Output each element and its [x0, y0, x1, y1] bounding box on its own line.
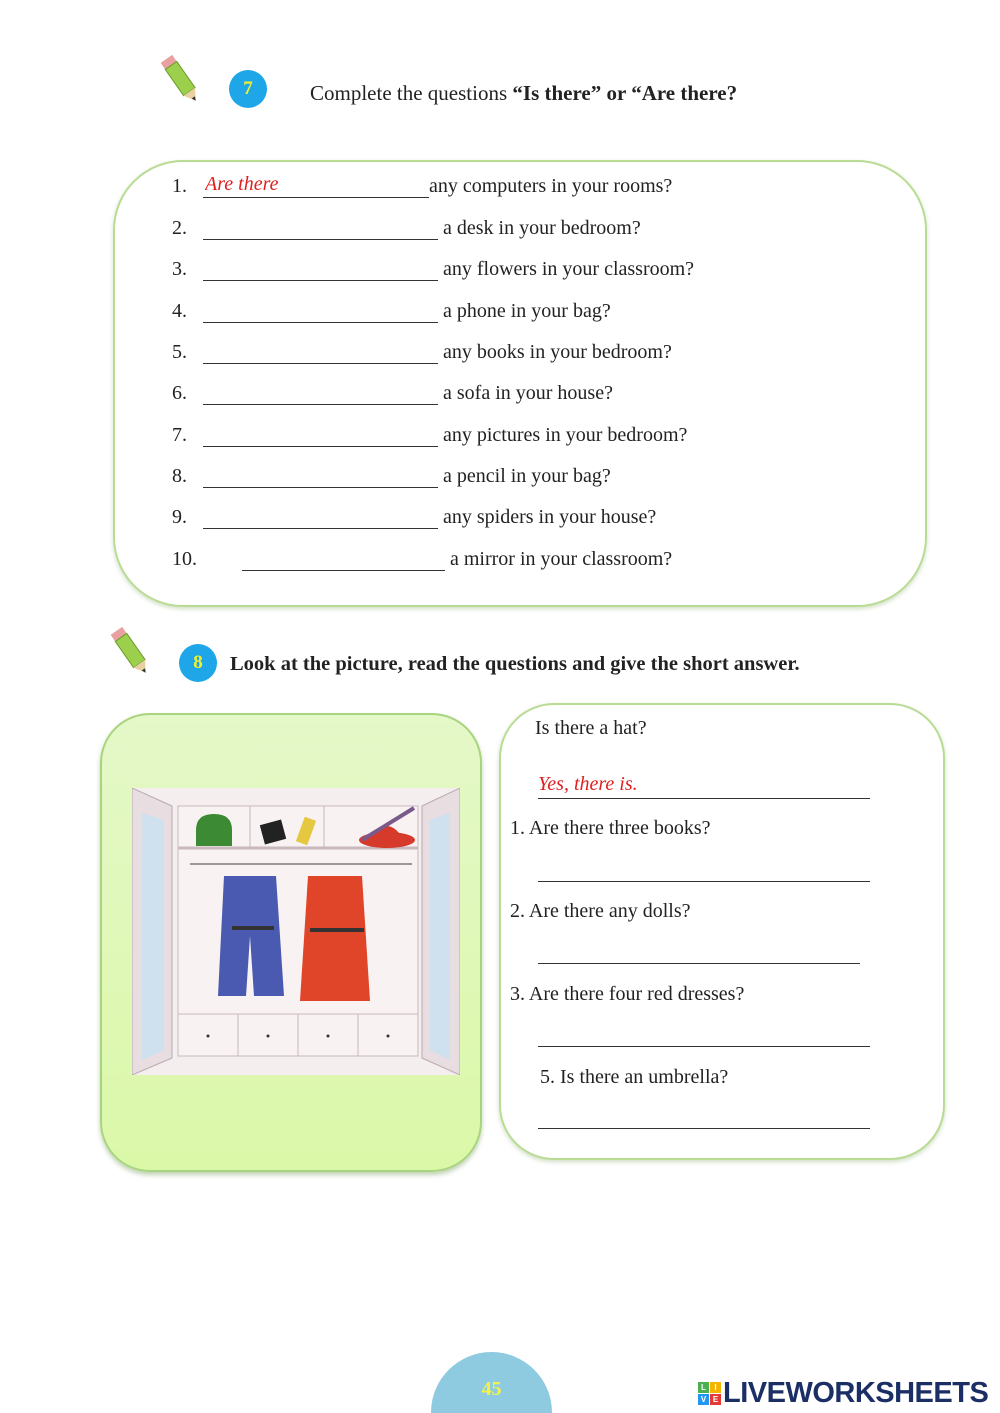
answer-input[interactable] [203, 213, 438, 240]
question-row [172, 541, 672, 571]
question-number: 4. [172, 300, 187, 322]
question-text: a phone in your bag? [443, 300, 611, 322]
question-row [172, 334, 672, 364]
exercise-7-badge: 7 [229, 70, 267, 108]
exercise-7-title [310, 81, 737, 106]
question-number: 5. [172, 341, 187, 363]
question-text: any computers in your rooms? [429, 175, 673, 197]
question-number: 7. [172, 424, 187, 446]
question-text: a mirror in your classroom? [450, 548, 673, 570]
question-number: 2. [172, 217, 187, 239]
exercise-8-badge: 8 [179, 644, 217, 682]
question-number: 10. [172, 548, 197, 570]
answer-input-1[interactable] [538, 853, 870, 882]
question-text: a sofa in your house? [443, 382, 613, 404]
question-row [172, 168, 672, 198]
question-text: any spiders in your house? [443, 506, 657, 528]
logo-letter: V [698, 1394, 709, 1405]
question-row [172, 458, 611, 488]
question-text: any flowers in your classroom? [443, 258, 695, 280]
logo-letter: L [698, 1382, 709, 1393]
answer-input[interactable] [203, 254, 438, 281]
answer-input[interactable] [203, 171, 429, 198]
answer-input[interactable] [242, 544, 445, 571]
answer-input[interactable] [203, 502, 438, 529]
question-text: a pencil in your bag? [443, 465, 611, 487]
question-text: any pictures in your bedroom? [443, 424, 688, 446]
question-number: 8. [172, 465, 187, 487]
logo-letter: E [710, 1394, 721, 1405]
example-question: Is there a hat? [535, 717, 647, 739]
exercise-8-title: Look at the picture, read the questions and give the short answer. [230, 653, 800, 675]
title-bold: “Is there” or “Are there? [512, 81, 738, 105]
question-1: 1. Are there three books? [510, 817, 711, 839]
answer-input-2[interactable] [538, 935, 860, 964]
question-5: 5. Is there an umbrella? [540, 1066, 729, 1088]
question-number: 3. [172, 258, 187, 280]
brand-name: LIVEWORKSHEETS [723, 1377, 989, 1409]
question-row [172, 499, 656, 529]
wardrobe-picture [132, 788, 460, 1075]
question-row [172, 293, 611, 323]
question-row [172, 210, 641, 240]
question-number: 1. [172, 175, 187, 197]
answer-input-5[interactable] [538, 1100, 870, 1129]
question-row [172, 251, 694, 281]
example-answer-input[interactable] [538, 770, 870, 799]
question-number: 6. [172, 382, 187, 404]
question-text: any books in your bedroom? [443, 341, 672, 363]
answer-input[interactable] [203, 378, 438, 405]
question-2: 2. Are there any dolls? [510, 900, 691, 922]
logo-icon [698, 1382, 721, 1405]
answer-input[interactable] [203, 337, 438, 364]
answer-input[interactable] [203, 461, 438, 488]
answer-input[interactable] [203, 420, 438, 447]
answer-input[interactable] [203, 296, 438, 323]
liveworksheets-logo [698, 1377, 988, 1410]
answer-input-3[interactable] [538, 1018, 870, 1047]
pencil-icon [158, 50, 204, 106]
logo-letter: I [710, 1382, 721, 1393]
question-row [172, 375, 613, 405]
title-plain: Complete the questions [310, 81, 513, 105]
question-row [172, 417, 687, 447]
page-number: 45 [481, 1378, 502, 1400]
question-text: a desk in your bedroom? [443, 217, 641, 239]
pencil-icon [108, 622, 154, 678]
question-number: 9. [172, 506, 187, 528]
question-3: 3. Are there four red dresses? [510, 983, 745, 1005]
